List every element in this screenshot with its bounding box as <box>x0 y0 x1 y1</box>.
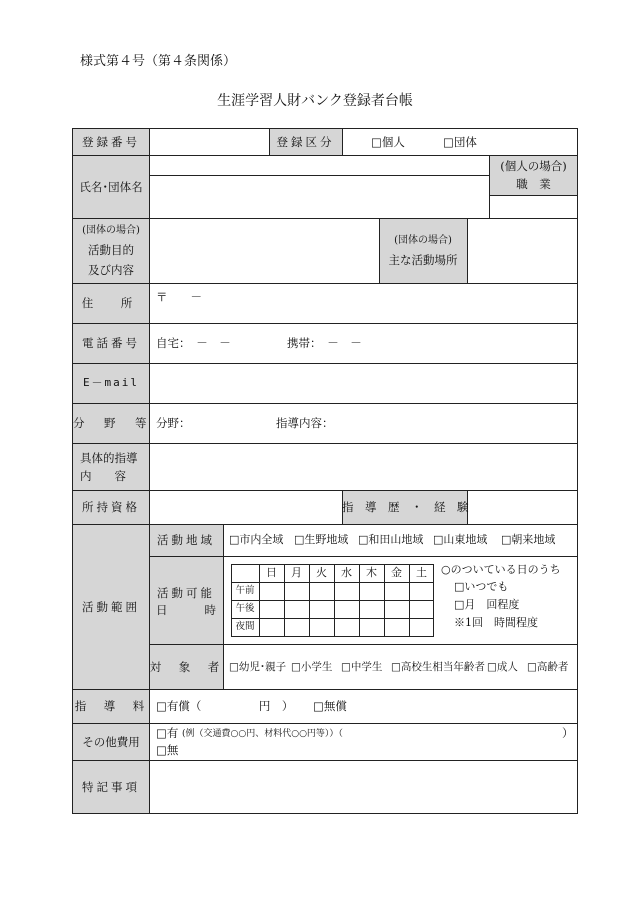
area-option-wadayama[interactable]: □和田山地域 <box>358 533 424 546</box>
area-option-santo[interactable]: □山東地域 <box>433 533 488 546</box>
other-cost-close-paren: ） <box>562 726 574 740</box>
target-infant-checkbox[interactable]: □幼児･親子 <box>229 661 287 673</box>
group-case-note-2: (団体の場合) <box>394 235 452 246</box>
specific-content-label-1: 具体的指導 <box>80 451 138 465</box>
specific-content-label-2: 内 容 <box>80 469 126 483</box>
target-senior-checkbox[interactable]: □高齢者 <box>527 661 569 673</box>
address-field[interactable]: 〒 － <box>156 290 202 304</box>
activity-purpose-label: 活動目的 <box>88 243 134 257</box>
day-tue: 火 <box>316 566 327 579</box>
schedule-note-marked-days: ○のついている日のうち <box>441 563 561 576</box>
other-cost-no-checkbox[interactable]: □無 <box>156 743 179 757</box>
main-place-label: 主な活動場所 <box>388 253 458 267</box>
available-label-1: 活動可能 <box>157 586 215 600</box>
notes-label: 特記事項 <box>82 780 140 794</box>
fee-label: 指 導 料 <box>74 699 148 713</box>
day-mon: 月 <box>291 566 302 579</box>
activity-content-label: 及び内容 <box>88 263 134 277</box>
category-individual-checkbox[interactable]: □個人 <box>371 135 405 149</box>
name-label: 氏名･団体名 <box>79 180 143 194</box>
other-cost-label: その他費用 <box>82 735 140 749</box>
other-cost-yes-checkbox[interactable]: □有 <box>156 726 179 740</box>
target-junior-high-checkbox[interactable]: □中学生 <box>341 661 383 673</box>
area-option-asago[interactable]: □朝来地域 <box>501 533 556 546</box>
phone-home-field[interactable]: 自宅： － － <box>156 336 231 350</box>
schedule-hours-note: ※1回 時間程度 <box>454 616 538 629</box>
individual-case-note: (個人の場合) <box>500 159 567 173</box>
field-label: 分 野 等 <box>73 416 151 430</box>
qualification-label: 所持資格 <box>82 500 140 514</box>
target-elementary-checkbox[interactable]: □小学生 <box>291 661 333 673</box>
activity-area-label: 活動地域 <box>157 533 215 547</box>
time-afternoon: 午後 <box>235 603 255 614</box>
registration-number-label: 登録番号 <box>82 135 140 149</box>
area-option-all[interactable]: □市内全域 <box>229 533 284 546</box>
area-option-ikuno[interactable]: □生野地域 <box>294 533 349 546</box>
schedule-anytime-checkbox[interactable]: □いつでも <box>454 580 509 593</box>
available-label-bg <box>149 557 223 644</box>
category-group-checkbox[interactable]: □団体 <box>443 135 477 149</box>
time-night: 夜間 <box>235 621 255 632</box>
phone-label: 電話番号 <box>82 336 140 350</box>
form-number: 様式第４号（第４条関係） <box>80 54 237 69</box>
registration-category-label: 登録区分 <box>276 135 335 149</box>
target-adult-checkbox[interactable]: □成人 <box>487 661 518 673</box>
schedule-monthly-checkbox[interactable]: □月 回程度 <box>454 598 520 611</box>
occupation-label: 職 業 <box>516 177 551 191</box>
guidance-content-input[interactable]: 指導内容： <box>276 416 334 430</box>
phone-mobile-field[interactable]: 携帯： － － <box>287 336 362 350</box>
day-sun: 日 <box>266 566 277 579</box>
target-label: 対 象 者 <box>149 660 223 674</box>
email-label: E－mail <box>82 376 140 389</box>
activity-scope-label: 活動範囲 <box>82 600 140 614</box>
experience-label: 指 導 歴 ・ 経 験 <box>342 500 469 514</box>
group-case-note: (団体の場合) <box>82 225 140 236</box>
time-morning: 午前 <box>235 585 255 596</box>
target-high-school-checkbox[interactable]: □高校生相当年齢者 <box>391 661 485 673</box>
fee-free-checkbox[interactable]: □無償 <box>313 699 347 713</box>
day-wed: 水 <box>341 566 352 579</box>
field-input[interactable]: 分野： <box>156 416 191 430</box>
address-label: 住 所 <box>81 296 141 310</box>
page-title: 生涯学習人財バンク登録者台帳 <box>217 93 413 109</box>
other-cost-example: (例（交通費○○円、材料代○○円等））（ <box>182 729 343 739</box>
fee-paid-checkbox[interactable]: □有償（ 円 ） <box>156 699 294 713</box>
day-sat: 土 <box>416 566 427 579</box>
available-label-2: 日 時 <box>156 603 216 617</box>
day-thu: 木 <box>366 566 377 579</box>
place-label-bg <box>379 219 467 283</box>
day-fri: 金 <box>391 566 402 579</box>
